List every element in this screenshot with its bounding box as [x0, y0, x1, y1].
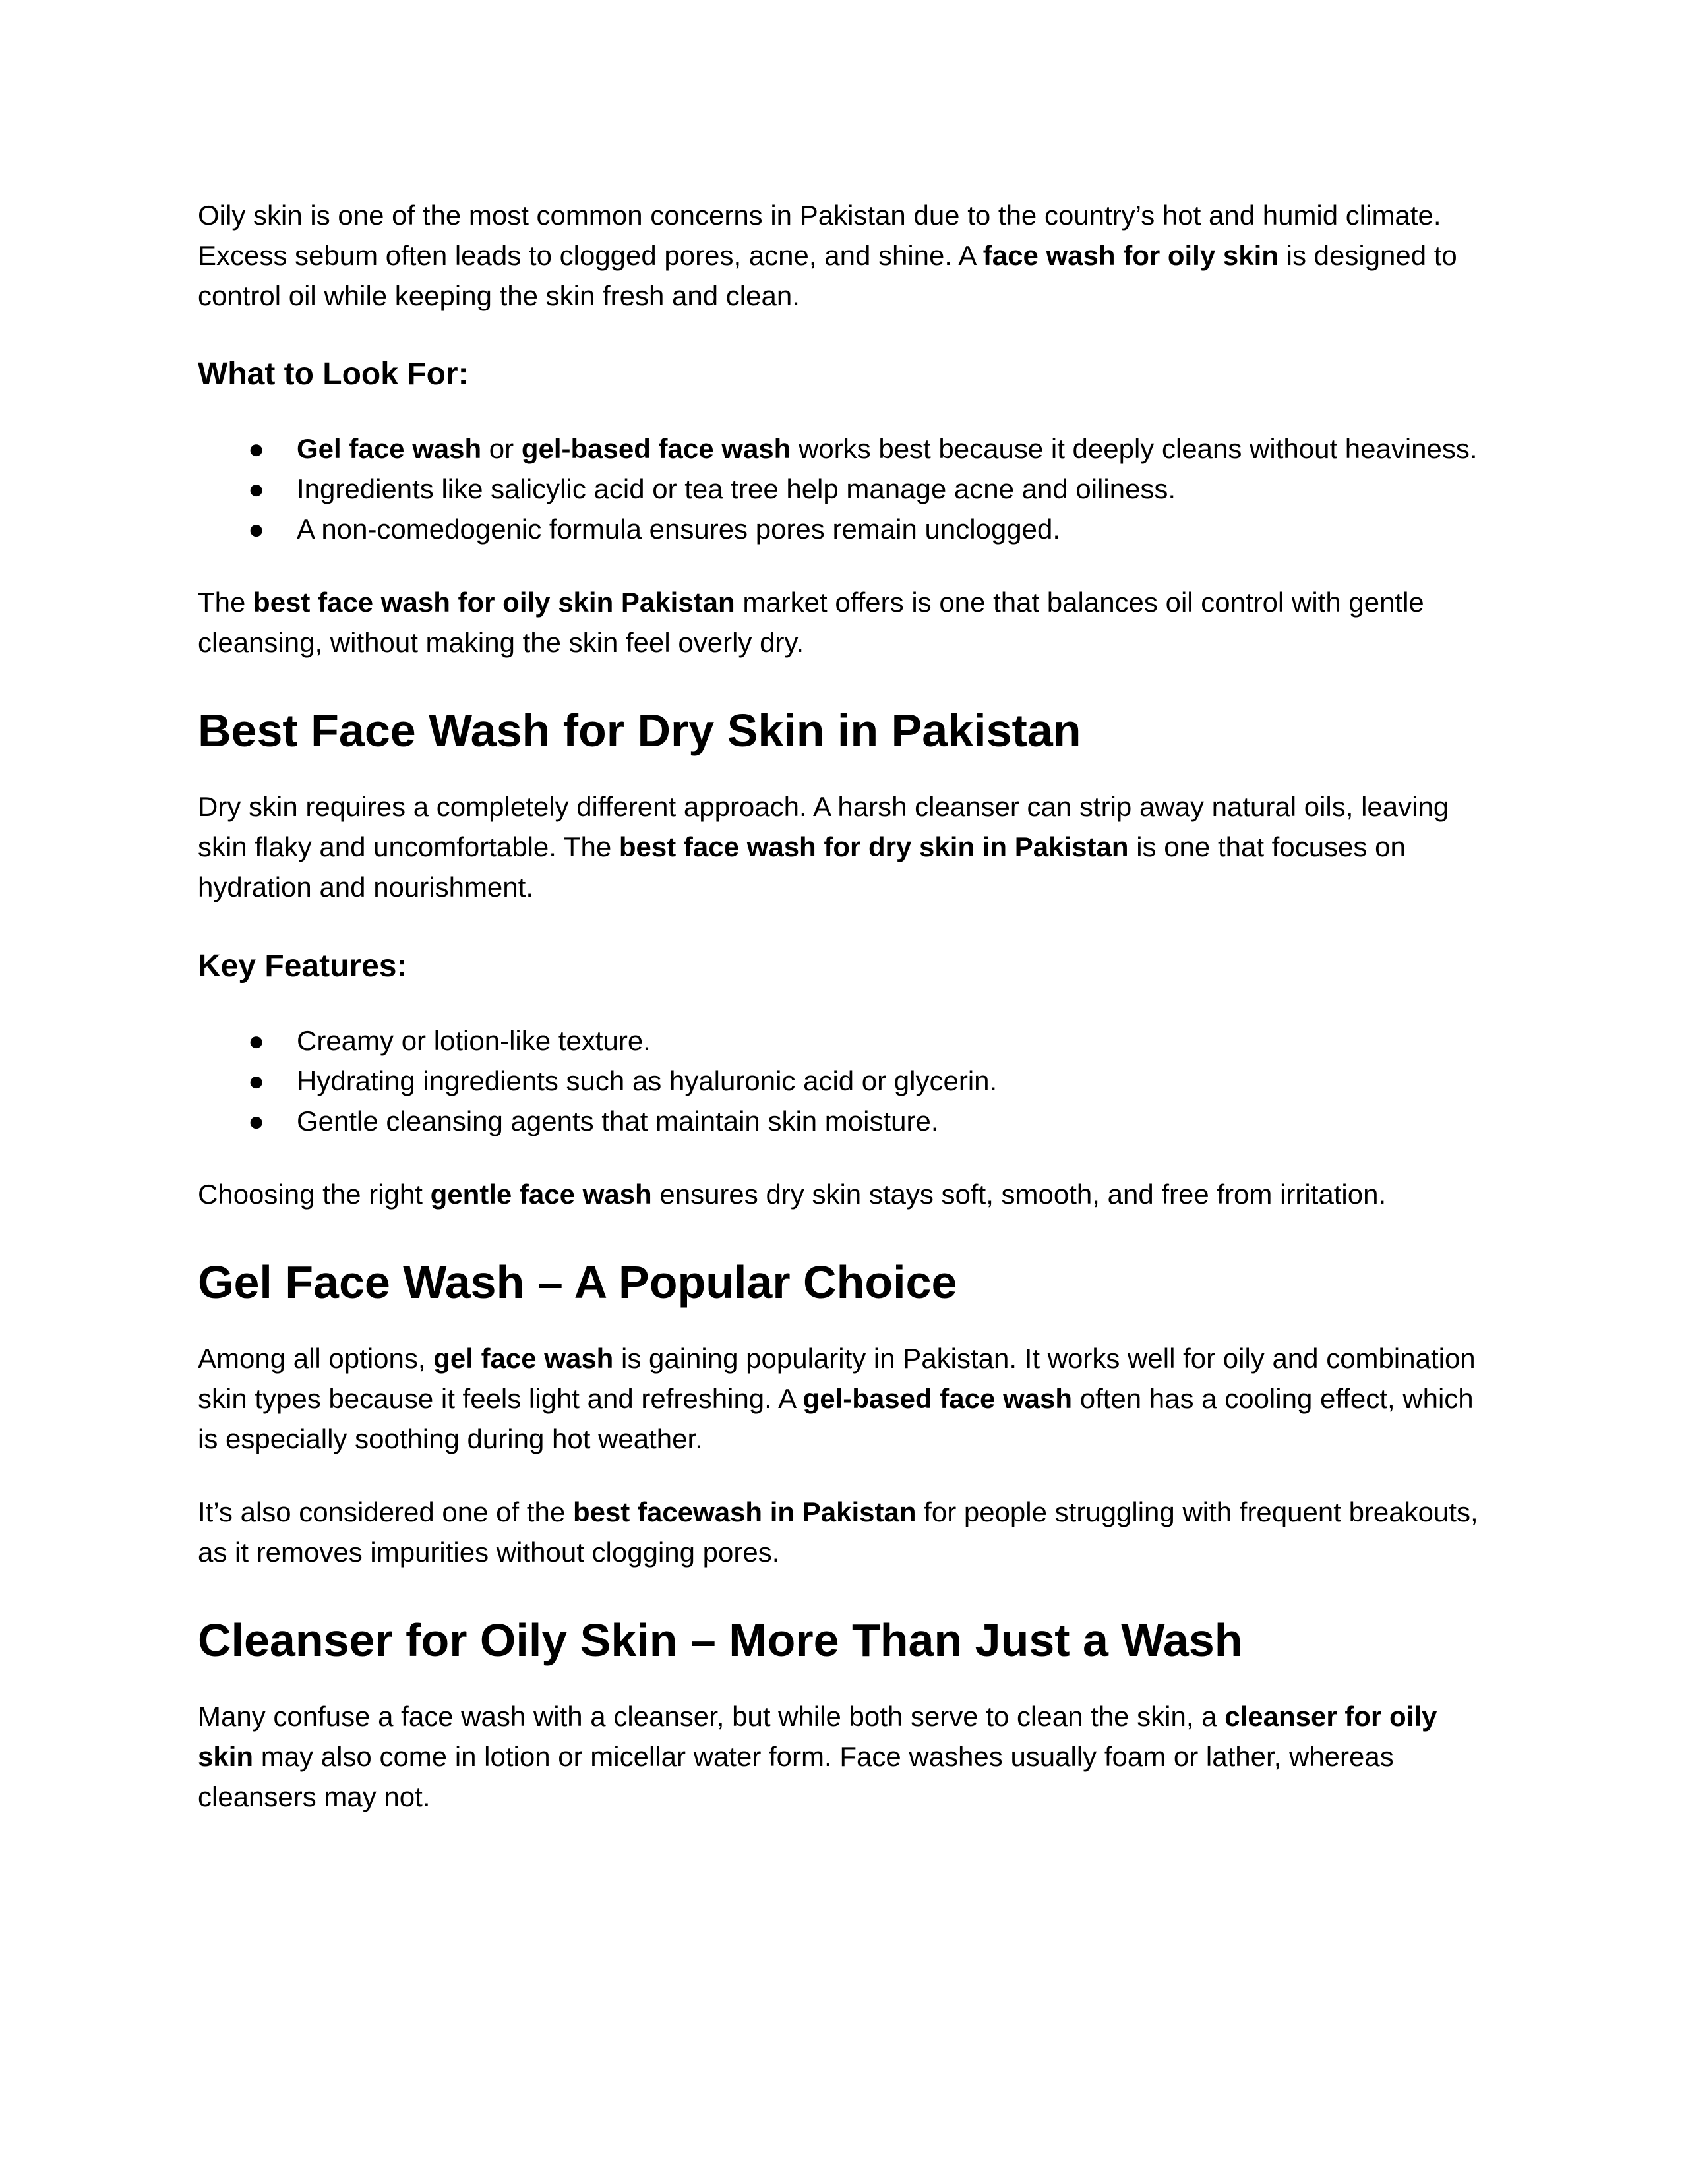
cleanser-heading: Cleanser for Oily Skin – More Than Just a Wash — [198, 1614, 1243, 1666]
gentle-text-2: ensures dry skin stays soft, smooth, and free from irritation. — [651, 1179, 1387, 1210]
oily-summary-bold: best face wash for oily skin Pakistan — [253, 587, 735, 618]
gel-paragraph-1 — [198, 1338, 1490, 1459]
gel-text-2: is gaining popularity in Pakistan. It works well for oily and combination skin types because it feels light and refreshing. A — [198, 1343, 1476, 1414]
list-item-text: works best because it deeply cleans without heaviness. — [791, 433, 1478, 464]
bullet-icon: ● — [248, 473, 265, 504]
list-item — [198, 1061, 1490, 1101]
cleanser-paragraph — [198, 1696, 1490, 1817]
intro-bold-1: face wash for oily skin — [982, 240, 1279, 271]
intro-text-1: Oily skin is one of the most common concerns in Pakistan due to the country’s hot and humid climate. Excess sebum often leads to clogged pores, acne, and shine. A — [198, 200, 1441, 271]
dry-skin-text-1: Dry skin requires a completely different approach. A harsh cleanser can strip away natural oils, leaving skin flaky and uncomfortable. The — [198, 791, 1449, 862]
list-item-bold: gel-based face wash — [521, 433, 791, 464]
list-item — [198, 469, 1490, 509]
bullet-icon: ● — [248, 1025, 265, 1056]
gentle-face-wash-paragraph — [198, 1174, 1490, 1214]
oily-summary-text-1: The — [198, 587, 254, 618]
what-to-look-for-list — [198, 428, 1490, 549]
key-features-heading: Key Features: — [198, 949, 407, 984]
oily-summary-text-2: market offers is one that balances oil control with gentle cleansing, without making the skin feel overly dry. — [198, 587, 1424, 658]
list-item-text: Creamy or lotion-like texture. — [297, 1025, 651, 1056]
gel2-bold: best facewash in Pakistan — [572, 1496, 917, 1527]
cleanser-text-1: Many confuse a face wash with a cleanser, but while both serve to clean the skin, a — [198, 1701, 1225, 1732]
dry-skin-bold: best face wash for dry skin in Pakistan — [618, 831, 1129, 862]
gel-text-3: often has a cooling effect, which is especially soothing during hot weather. — [198, 1383, 1474, 1454]
key-features-list — [198, 1020, 1490, 1141]
bullet-icon: ● — [248, 1106, 265, 1136]
dry-skin-text-2: is one that focuses on hydration and nourishment. — [198, 831, 1406, 902]
dry-skin-heading: Best Face Wash for Dry Skin in Pakistan — [198, 705, 1081, 756]
list-item — [198, 1020, 1490, 1061]
gel-bold-1: gel face wash — [433, 1343, 614, 1374]
gel-face-wash-heading: Gel Face Wash – A Popular Choice — [198, 1256, 957, 1308]
list-item — [198, 1101, 1490, 1141]
bullet-icon: ● — [248, 433, 265, 464]
list-item — [198, 509, 1490, 549]
gentle-bold: gentle face wash — [430, 1179, 652, 1210]
what-to-look-for-heading: What to Look For: — [198, 357, 469, 392]
gel-text-1: Among all options, — [198, 1343, 434, 1374]
list-item-text: Gentle cleansing agents that maintain skin moisture. — [297, 1106, 939, 1136]
list-item — [198, 428, 1490, 469]
gel2-text-2: for people struggling with frequent breakouts, as it removes impurities without clogging pores. — [198, 1496, 1478, 1568]
bullet-icon: ● — [248, 514, 265, 545]
dry-skin-paragraph — [198, 786, 1490, 907]
bullet-icon: ● — [248, 1065, 265, 1096]
gel-bold-2: gel-based face wash — [802, 1383, 1073, 1414]
intro-paragraph — [198, 195, 1490, 316]
cleanser-text-2: may also come in lotion or micellar water form. Face washes usually foam or lather, whereas cleansers may not. — [198, 1741, 1394, 1812]
list-item-text: Ingredients like salicylic acid or tea tree help manage acne and oiliness. — [297, 473, 1176, 504]
list-item-text: A non-comedogenic formula ensures pores remain unclogged. — [297, 514, 1061, 545]
gel-paragraph-2 — [198, 1492, 1490, 1572]
gel2-text-1: It’s also considered one of the — [198, 1496, 573, 1527]
document-page — [198, 195, 1490, 1817]
oily-summary-paragraph — [198, 582, 1490, 663]
intro-text-2: is designed to control oil while keeping the skin fresh and clean. — [198, 240, 1457, 311]
list-item-text: or — [481, 433, 522, 464]
list-item-bold: Gel face wash — [297, 433, 482, 464]
list-item-text: Hydrating ingredients such as hyaluronic acid or glycerin. — [297, 1065, 998, 1096]
cleanser-bold: cleanser for oily skin — [198, 1701, 1437, 1772]
gentle-text-1: Choosing the right — [198, 1179, 431, 1210]
